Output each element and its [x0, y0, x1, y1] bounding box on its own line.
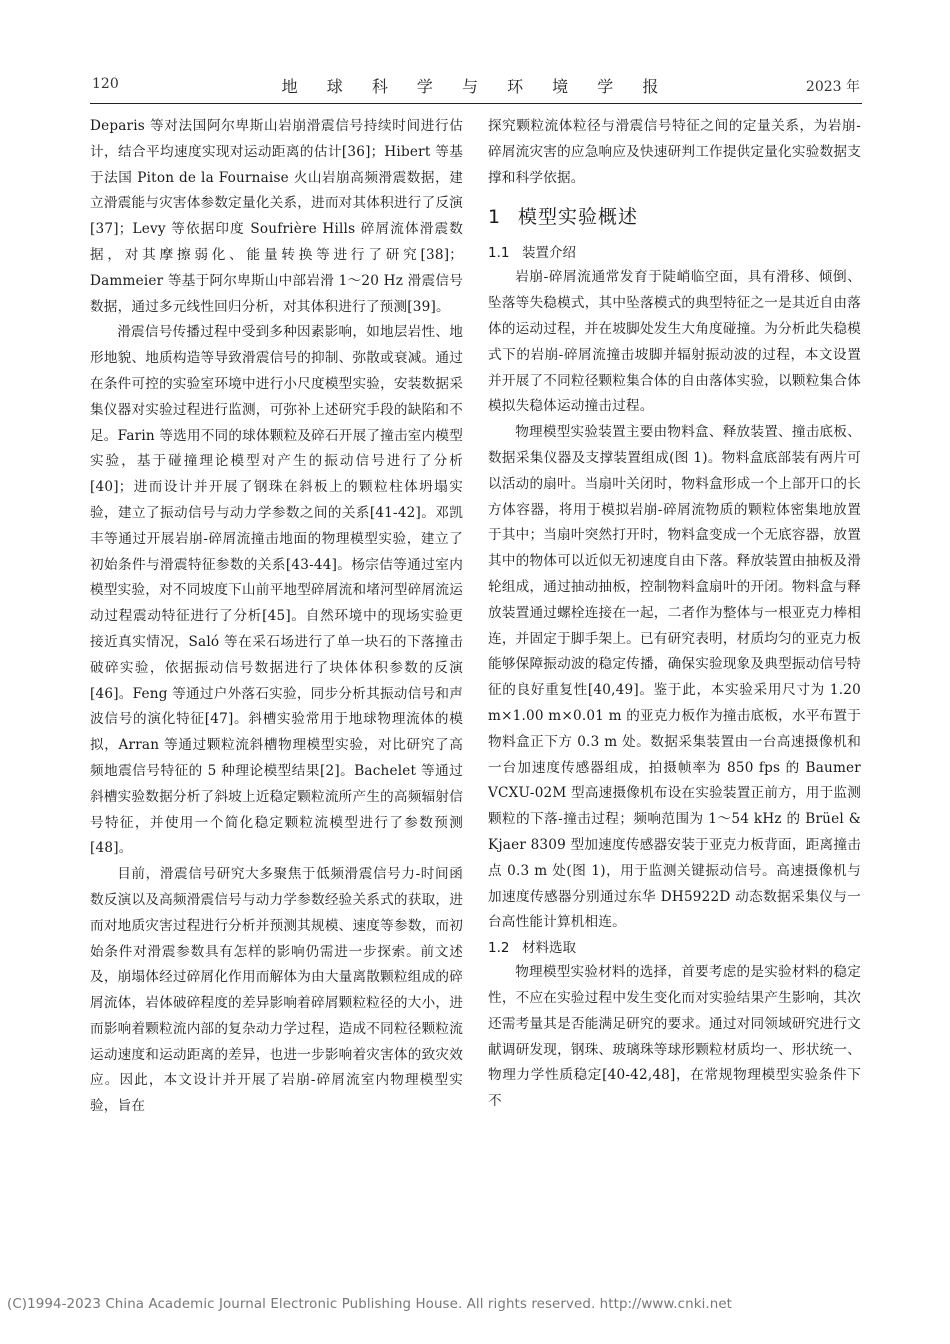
paragraph: 岩崩-碎屑流通常发育于陡峭临空面，具有滑移、倾倒、坠落等失稳模式，其中坠落模式的典型特征之一是其近自由落体的运动过程，并在坡脚处发生大角度碰撞。为分析此失稳模式下的岩崩-碎屑流撞击坡脚并辐射振动波的过程，本文设置并开展了不同粒径颗粒集合体的自由落体实验，以颗粒集合体模拟失稳体运动撞击过程。 — [488, 269, 861, 415]
paragraph: Deparis 等对法国阿尔卑斯山岩崩滑震信号持续时间进行估计，结合平均速度实现对运动距离的估计[36]；Hibert 等基于法国 Piton de la Fournaise 火山岩崩高频滑震数据，建立滑震能与灾害体参数定量化关系，进而对其体积进行了反演[37]；Levy 等依据印度 Soufrière Hills 碎屑流体滑震数据，对其摩擦弱化、能量转换等进行了研究[38]；Dammeier 等基于阿尔卑斯山中部岩滑 1～20 Hz 滑震信号数据，通过多元线性回归分析，对其体积进行了预测[39]。 — [90, 118, 463, 315]
paragraph: 探究颗粒流体粒径与滑震信号特征之间的定量关系，为岩崩-碎屑流灾害的应急响应及快速研判工作提供定量化实验数据支撑和科学依据。 — [488, 118, 861, 186]
subsection-number: 1.1 — [488, 245, 510, 262]
right-column — [488, 114, 861, 1115]
section-heading — [488, 205, 861, 229]
paragraph: 物理模型实验装置主要由物料盒、释放装置、撞击底板、数据采集仪器及支撑装置组成(图 1)。物料盒底部装有两片可以活动的扇叶。当扇叶关闭时，物料盒形成一个上部开口的长方体容器，将用于模拟岩崩-碎屑流物质的颗粒体密集地放置于其中；当扇叶突然打开时，物料盒变成一个无底容器，放置其中的物体可以近似无初速度自由下落。释放装置由抽板及滑轮组成，通过抽动抽板，控制物料盒扇叶的开闭。物料盒与释放装置通过螺栓连接在一起，二者作为整体与一根亚克力棒相连，并固定于脚手架上。已有研究表明，材质均匀的亚克力板能够保障振动波的稳定传播，确保实验现象及典型振动信号特征的良好重复性[40,49]。鉴于此，本实验采用尺寸为 1.20 m×1.00 m×0.01 m 的亚克力板作为撞击底板，水平布置于物料盒正下方 0.3 m 处。数据采集装置由一台高速摄像机和一台加速度传感器组成，拍摄帧率为 850 fps 的 Baumer VCXU-02M 型高速摄像机布设在实验装置正前方，用于监测颗粒的下落-撞击过程；频响范围为 1～54 kHz 的 Brüel & Kjaer 8309 型加速度传感器安装于亚克力板背面，距离撞击点 0.3 m 处(图 1)，用于监测关键振动信号。高速摄像机与加速度传感器分别通过东华 DH5922D 动态数据采集仪与一台高性能计算机相连。 — [488, 424, 861, 931]
publication-year: 2023 年 — [805, 79, 860, 95]
paragraph: 滑震信号传播过程中受到多种因素影响，如地层岩性、地形地貌、地质构造等导致滑震信号的抑制、弥散或衰减。通过在条件可控的实验室环境中进行小尺度模型实验，安装数据采集仪器对实验过程进行监测，可弥补上述研究手段的缺陷和不足。Farin 等选用不同的球体颗粒及碎石开展了撞击室内模型实验，基于碰撞理论模型对产生的振动信号进行了分析[40]；进而设计并开展了钢珠在斜板上的颗粒柱体坍塌实验，建立了振动信号与动力学参数之间的关系[41-42]。邓凯丰等通过开展岩崩-碎屑流撞击地面的物理模型实验，建立了初始条件与滑震特征参数的关系[43-44]。杨宗佶等通过室内模型实验，对不同坡度下山前平地型碎屑流和堵河型碎屑流运动过程震动特征进行了分析[45]。自然环境中的现场实验更接近真实情况，Saló 等在采石场进行了单一块石的下落撞击破碎实验，依据振动信号数据进行了块体体积参数的反演[46]。Feng 等通过户外落石实验，同步分析其振动信号和声波信号的演化特征[47]。斜槽实验常用于地球物理流体的模拟，Arran 等通过颗粒流斜槽物理模型实验，对比研究了高频地震信号特征的 5 种理论模型结果[2]。Bachelet 等通过斜槽实验数据分析了斜坡上近稳定颗粒流所产生的高频辐射信号特征，并使用一个简化稳定颗粒流模型进行了参数预测[48]。 — [90, 324, 463, 857]
page-number: 120 — [92, 76, 119, 92]
paragraph: 目前，滑震信号研究大多聚焦于低频滑震信号力-时间函数反演以及高频滑震信号与动力学参数经验关系式的获取，进而对地质灾害过程进行分析并预测其规模、速度等参数，而初始条件对滑震参数具有怎样的影响仍需进一步探索。前文述及，崩塌体经过碎屑化作用而解体为由大量离散颗粒组成的碎屑流体，岩体破碎程度的差异影响着碎屑颗粒粒径的大小，进而影响着颗粒流内部的复杂动力学过程，造成不同粒径颗粒流运动速度和运动距离的差异，也进一步影响着灾害体的致灾效应。因此，本文设计并开展了岩崩-碎屑流室内物理模型实验，旨在 — [90, 866, 463, 1115]
subsection-heading — [488, 936, 861, 960]
header-rule — [90, 103, 862, 104]
paragraph: 物理模型实验材料的选择，首要考虑的是实验材料的稳定性，不应在实验过程中发生变化而对实验结果产生影响，其次还需考量其是否能满足研究的要求。通过对同领域研究进行文献调研发现，钢珠、玻璃珠等球形颗粒材质均一、形状统一、物理力学性质稳定[40-42,48]，在常规物理模型实验条件下不 — [488, 964, 861, 1110]
subsection-title: 装置介绍 — [522, 245, 576, 262]
subsection-number: 1.2 — [488, 940, 510, 957]
section-title: 模型实验概述 — [518, 206, 639, 229]
left-column — [90, 114, 463, 1120]
subsection-heading — [488, 241, 861, 265]
page-header — [92, 76, 860, 104]
copyright-footer: (C)1994-2023 China Academic Journal Electronic Publishing House. All rights reserved. http://www.cnki.net — [7, 1297, 733, 1312]
section-number: 1 — [488, 206, 502, 229]
journal-title: 地 球 科 学 与 环 境 学 报 — [281, 77, 671, 96]
subsection-title: 材料选取 — [522, 940, 576, 957]
